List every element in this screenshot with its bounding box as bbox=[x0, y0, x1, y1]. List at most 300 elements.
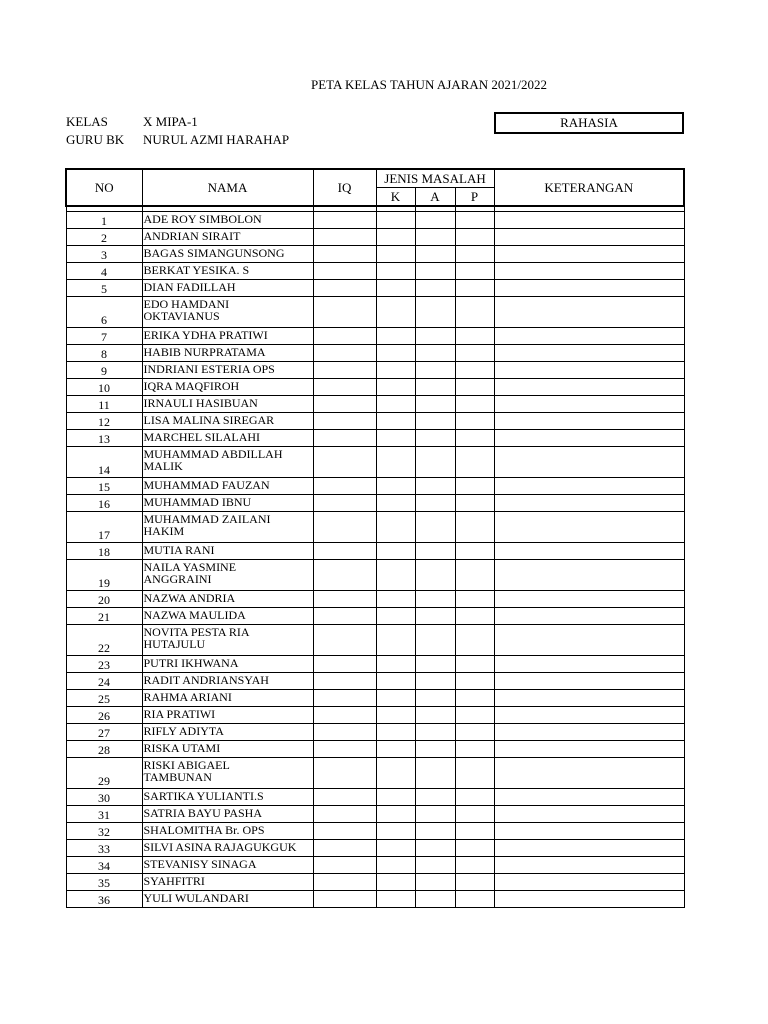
table-row bbox=[66, 891, 684, 908]
table-row bbox=[66, 495, 684, 512]
row-number: 35 bbox=[66, 874, 142, 891]
a-cell bbox=[415, 328, 455, 345]
student-name: MUHAMMAD IBNU bbox=[142, 495, 313, 512]
k-cell bbox=[376, 591, 415, 608]
header-iq: IQ bbox=[313, 169, 376, 206]
header-nama: NAMA bbox=[142, 169, 313, 206]
p-cell bbox=[455, 625, 494, 656]
row-number: 2 bbox=[66, 229, 142, 246]
table-row bbox=[66, 297, 684, 328]
table-row bbox=[66, 724, 684, 741]
table-row bbox=[66, 543, 684, 560]
p-cell bbox=[455, 874, 494, 891]
p-cell bbox=[455, 478, 494, 495]
a-cell bbox=[415, 345, 455, 362]
student-name: ANDRIAN SIRAIT bbox=[142, 229, 313, 246]
p-cell bbox=[455, 857, 494, 874]
keterangan-cell bbox=[494, 246, 684, 263]
student-name: NAILA YASMINE ANGGRAINI bbox=[142, 560, 313, 591]
a-cell bbox=[415, 608, 455, 625]
student-name: MUHAMMAD ZAILANI HAKIM bbox=[142, 512, 313, 543]
table-row bbox=[66, 328, 684, 345]
iq-cell bbox=[313, 625, 376, 656]
table-row bbox=[66, 758, 684, 789]
a-cell bbox=[415, 656, 455, 673]
p-cell bbox=[455, 806, 494, 823]
row-number: 1 bbox=[66, 212, 142, 229]
a-cell bbox=[415, 741, 455, 758]
header-jenis-masalah: JENIS MASALAH bbox=[376, 169, 494, 188]
student-name: RADIT ANDRIANSYAH bbox=[142, 673, 313, 690]
row-number: 13 bbox=[66, 430, 142, 447]
p-cell bbox=[455, 413, 494, 430]
k-cell bbox=[376, 690, 415, 707]
k-cell bbox=[376, 297, 415, 328]
p-cell bbox=[455, 280, 494, 297]
k-cell bbox=[376, 229, 415, 246]
p-cell bbox=[455, 512, 494, 543]
row-number: 19 bbox=[66, 560, 142, 591]
a-cell bbox=[415, 362, 455, 379]
k-cell bbox=[376, 656, 415, 673]
p-cell bbox=[455, 229, 494, 246]
table-row bbox=[66, 430, 684, 447]
p-cell bbox=[455, 447, 494, 478]
iq-cell bbox=[313, 328, 376, 345]
iq-cell bbox=[313, 608, 376, 625]
k-cell bbox=[376, 543, 415, 560]
keterangan-cell bbox=[494, 741, 684, 758]
student-name: HABIB NURPRATAMA bbox=[142, 345, 313, 362]
a-cell bbox=[415, 396, 455, 413]
keterangan-cell bbox=[494, 362, 684, 379]
p-cell bbox=[455, 396, 494, 413]
p-cell bbox=[455, 656, 494, 673]
k-cell bbox=[376, 328, 415, 345]
k-cell bbox=[376, 758, 415, 789]
table-row bbox=[66, 625, 684, 656]
iq-cell bbox=[313, 246, 376, 263]
table-row bbox=[66, 246, 684, 263]
keterangan-cell bbox=[494, 625, 684, 656]
student-name: DIAN FADILLAH bbox=[142, 280, 313, 297]
k-cell bbox=[376, 396, 415, 413]
a-cell bbox=[415, 297, 455, 328]
table-row bbox=[66, 478, 684, 495]
a-cell bbox=[415, 724, 455, 741]
student-rows bbox=[66, 206, 684, 908]
k-cell bbox=[376, 789, 415, 806]
a-cell bbox=[415, 229, 455, 246]
student-name: YULI WULANDARI bbox=[142, 891, 313, 908]
p-cell bbox=[455, 328, 494, 345]
iq-cell bbox=[313, 707, 376, 724]
row-number: 17 bbox=[66, 512, 142, 543]
a-cell bbox=[415, 625, 455, 656]
k-cell bbox=[376, 430, 415, 447]
table-row bbox=[66, 608, 684, 625]
p-cell bbox=[455, 362, 494, 379]
keterangan-cell bbox=[494, 280, 684, 297]
k-cell bbox=[376, 413, 415, 430]
iq-cell bbox=[313, 543, 376, 560]
iq-cell bbox=[313, 478, 376, 495]
p-cell bbox=[455, 608, 494, 625]
row-number: 5 bbox=[66, 280, 142, 297]
table-row bbox=[66, 362, 684, 379]
student-name: MUTIA RANI bbox=[142, 543, 313, 560]
a-cell bbox=[415, 840, 455, 857]
keterangan-cell bbox=[494, 673, 684, 690]
a-cell bbox=[415, 246, 455, 263]
student-name: RIFLY ADIYTA bbox=[142, 724, 313, 741]
table-row bbox=[66, 229, 684, 246]
keterangan-cell bbox=[494, 478, 684, 495]
student-name: RIA PRATIWI bbox=[142, 707, 313, 724]
iq-cell bbox=[313, 656, 376, 673]
student-name: STEVANISY SINAGA bbox=[142, 857, 313, 874]
iq-cell bbox=[313, 840, 376, 857]
page-title: PETA KELAS TAHUN AJARAN 2021/2022 bbox=[310, 77, 548, 92]
table-row bbox=[66, 874, 684, 891]
student-table bbox=[65, 168, 685, 908]
row-number: 31 bbox=[66, 806, 142, 823]
k-cell bbox=[376, 724, 415, 741]
row-number: 10 bbox=[66, 379, 142, 396]
keterangan-cell bbox=[494, 707, 684, 724]
a-cell bbox=[415, 430, 455, 447]
iq-cell bbox=[313, 758, 376, 789]
p-cell bbox=[455, 690, 494, 707]
table-row bbox=[66, 707, 684, 724]
k-cell bbox=[376, 246, 415, 263]
row-number: 9 bbox=[66, 362, 142, 379]
student-name: ADE ROY SIMBOLON bbox=[142, 212, 313, 229]
keterangan-cell bbox=[494, 396, 684, 413]
row-number: 23 bbox=[66, 656, 142, 673]
keterangan-cell bbox=[494, 891, 684, 908]
a-cell bbox=[415, 478, 455, 495]
table-row bbox=[66, 840, 684, 857]
keterangan-cell bbox=[494, 656, 684, 673]
student-name: RISKI ABIGAEL TAMBUNAN bbox=[142, 758, 313, 789]
iq-cell bbox=[313, 673, 376, 690]
a-cell bbox=[415, 707, 455, 724]
k-cell bbox=[376, 212, 415, 229]
row-number: 20 bbox=[66, 591, 142, 608]
p-cell bbox=[455, 741, 494, 758]
iq-cell bbox=[313, 512, 376, 543]
keterangan-cell bbox=[494, 806, 684, 823]
k-cell bbox=[376, 823, 415, 840]
student-name: NAZWA ANDRIA bbox=[142, 591, 313, 608]
guru-bk-label: GURU BK bbox=[66, 132, 125, 147]
table-row bbox=[66, 789, 684, 806]
student-name: PUTRI IKHWANA bbox=[142, 656, 313, 673]
keterangan-cell bbox=[494, 345, 684, 362]
table-row bbox=[66, 690, 684, 707]
a-cell bbox=[415, 212, 455, 229]
table-row bbox=[66, 560, 684, 591]
row-number: 30 bbox=[66, 789, 142, 806]
a-cell bbox=[415, 690, 455, 707]
iq-cell bbox=[313, 789, 376, 806]
p-cell bbox=[455, 707, 494, 724]
p-cell bbox=[455, 246, 494, 263]
k-cell bbox=[376, 263, 415, 280]
k-cell bbox=[376, 625, 415, 656]
keterangan-cell bbox=[494, 328, 684, 345]
iq-cell bbox=[313, 891, 376, 908]
iq-cell bbox=[313, 297, 376, 328]
p-cell bbox=[455, 724, 494, 741]
student-name: SYAHFITRI bbox=[142, 874, 313, 891]
table-row bbox=[66, 447, 684, 478]
keterangan-cell bbox=[494, 608, 684, 625]
p-cell bbox=[455, 495, 494, 512]
a-cell bbox=[415, 789, 455, 806]
p-cell bbox=[455, 673, 494, 690]
header-k: K bbox=[376, 188, 415, 207]
k-cell bbox=[376, 560, 415, 591]
iq-cell bbox=[313, 362, 376, 379]
k-cell bbox=[376, 379, 415, 396]
iq-cell bbox=[313, 560, 376, 591]
student-name: LISA MALINA SIREGAR bbox=[142, 413, 313, 430]
table-row bbox=[66, 806, 684, 823]
iq-cell bbox=[313, 806, 376, 823]
keterangan-cell bbox=[494, 495, 684, 512]
k-cell bbox=[376, 362, 415, 379]
keterangan-cell bbox=[494, 840, 684, 857]
table-row bbox=[66, 396, 684, 413]
row-number: 32 bbox=[66, 823, 142, 840]
iq-cell bbox=[313, 280, 376, 297]
header-no: NO bbox=[66, 169, 142, 206]
keterangan-cell bbox=[494, 212, 684, 229]
keterangan-cell bbox=[494, 591, 684, 608]
row-number: 34 bbox=[66, 857, 142, 874]
student-name: MUHAMMAD FAUZAN bbox=[142, 478, 313, 495]
student-name: SATRIA BAYU PASHA bbox=[142, 806, 313, 823]
iq-cell bbox=[313, 741, 376, 758]
iq-cell bbox=[313, 345, 376, 362]
row-number: 36 bbox=[66, 891, 142, 908]
row-number: 11 bbox=[66, 396, 142, 413]
keterangan-cell bbox=[494, 724, 684, 741]
keterangan-cell bbox=[494, 430, 684, 447]
rahasia-badge: RAHASIA bbox=[494, 112, 684, 134]
k-cell bbox=[376, 280, 415, 297]
row-number: 29 bbox=[66, 758, 142, 789]
a-cell bbox=[415, 447, 455, 478]
iq-cell bbox=[313, 724, 376, 741]
iq-cell bbox=[313, 495, 376, 512]
table-row bbox=[66, 263, 684, 280]
k-cell bbox=[376, 707, 415, 724]
header-a: A bbox=[415, 188, 455, 207]
a-cell bbox=[415, 280, 455, 297]
table-row bbox=[66, 413, 684, 430]
table-row bbox=[66, 212, 684, 229]
table-row bbox=[66, 591, 684, 608]
row-number: 7 bbox=[66, 328, 142, 345]
a-cell bbox=[415, 857, 455, 874]
iq-cell bbox=[313, 430, 376, 447]
table-row bbox=[66, 512, 684, 543]
iq-cell bbox=[313, 823, 376, 840]
a-cell bbox=[415, 379, 455, 396]
row-number: 16 bbox=[66, 495, 142, 512]
p-cell bbox=[455, 430, 494, 447]
a-cell bbox=[415, 543, 455, 560]
table-row bbox=[66, 280, 684, 297]
p-cell bbox=[455, 758, 494, 789]
p-cell bbox=[455, 263, 494, 280]
k-cell bbox=[376, 478, 415, 495]
p-cell bbox=[455, 543, 494, 560]
row-number: 21 bbox=[66, 608, 142, 625]
student-name: RISKA UTAMI bbox=[142, 741, 313, 758]
keterangan-cell bbox=[494, 543, 684, 560]
table-row bbox=[66, 656, 684, 673]
row-number: 27 bbox=[66, 724, 142, 741]
a-cell bbox=[415, 806, 455, 823]
iq-cell bbox=[313, 447, 376, 478]
row-number: 4 bbox=[66, 263, 142, 280]
student-name: NAZWA MAULIDA bbox=[142, 608, 313, 625]
keterangan-cell bbox=[494, 413, 684, 430]
k-cell bbox=[376, 874, 415, 891]
keterangan-cell bbox=[494, 857, 684, 874]
k-cell bbox=[376, 608, 415, 625]
iq-cell bbox=[313, 229, 376, 246]
student-name: MUHAMMAD ABDILLAH MALIK bbox=[142, 447, 313, 478]
a-cell bbox=[415, 495, 455, 512]
keterangan-cell bbox=[494, 447, 684, 478]
a-cell bbox=[415, 413, 455, 430]
a-cell bbox=[415, 758, 455, 789]
table-row bbox=[66, 823, 684, 840]
p-cell bbox=[455, 297, 494, 328]
iq-cell bbox=[313, 413, 376, 430]
student-name: SILVI ASINA RAJAGUKGUK bbox=[142, 840, 313, 857]
keterangan-cell bbox=[494, 512, 684, 543]
k-cell bbox=[376, 345, 415, 362]
row-number: 18 bbox=[66, 543, 142, 560]
kelas-value: X MIPA-1 bbox=[143, 114, 198, 129]
k-cell bbox=[376, 495, 415, 512]
a-cell bbox=[415, 823, 455, 840]
student-name: ERIKA YDHA PRATIWI bbox=[142, 328, 313, 345]
p-cell bbox=[455, 591, 494, 608]
kelas-label: KELAS bbox=[66, 114, 108, 129]
table-row bbox=[66, 741, 684, 758]
student-name: BAGAS SIMANGUNSONG bbox=[142, 246, 313, 263]
keterangan-cell bbox=[494, 758, 684, 789]
table-row bbox=[66, 857, 684, 874]
table-row bbox=[66, 345, 684, 362]
student-name: SARTIKA YULIANTI.S bbox=[142, 789, 313, 806]
row-number: 28 bbox=[66, 741, 142, 758]
student-name: SHALOMITHA Br. OPS bbox=[142, 823, 313, 840]
k-cell bbox=[376, 447, 415, 478]
row-number: 6 bbox=[66, 297, 142, 328]
row-number: 3 bbox=[66, 246, 142, 263]
row-number: 8 bbox=[66, 345, 142, 362]
student-name: INDRIANI ESTERIA OPS bbox=[142, 362, 313, 379]
row-number: 33 bbox=[66, 840, 142, 857]
row-number: 25 bbox=[66, 690, 142, 707]
p-cell bbox=[455, 891, 494, 908]
keterangan-cell bbox=[494, 789, 684, 806]
row-number: 22 bbox=[66, 625, 142, 656]
a-cell bbox=[415, 891, 455, 908]
p-cell bbox=[455, 379, 494, 396]
row-number: 15 bbox=[66, 478, 142, 495]
k-cell bbox=[376, 741, 415, 758]
p-cell bbox=[455, 212, 494, 229]
k-cell bbox=[376, 512, 415, 543]
a-cell bbox=[415, 673, 455, 690]
k-cell bbox=[376, 673, 415, 690]
p-cell bbox=[455, 560, 494, 591]
k-cell bbox=[376, 840, 415, 857]
k-cell bbox=[376, 857, 415, 874]
keterangan-cell bbox=[494, 229, 684, 246]
student-name: IRNAULI HASIBUAN bbox=[142, 396, 313, 413]
iq-cell bbox=[313, 857, 376, 874]
a-cell bbox=[415, 874, 455, 891]
keterangan-cell bbox=[494, 297, 684, 328]
student-name: MARCHEL SILALAHI bbox=[142, 430, 313, 447]
student-name: NOVITA PESTA RIA HUTAJULU bbox=[142, 625, 313, 656]
iq-cell bbox=[313, 379, 376, 396]
keterangan-cell bbox=[494, 263, 684, 280]
header-p: P bbox=[455, 188, 494, 207]
header-keterangan: KETERANGAN bbox=[494, 169, 684, 206]
keterangan-cell bbox=[494, 379, 684, 396]
table-row bbox=[66, 673, 684, 690]
iq-cell bbox=[313, 690, 376, 707]
iq-cell bbox=[313, 874, 376, 891]
keterangan-cell bbox=[494, 690, 684, 707]
iq-cell bbox=[313, 396, 376, 413]
student-name: RAHMA ARIANI bbox=[142, 690, 313, 707]
guru-bk-value: NURUL AZMI HARAHAP bbox=[143, 132, 290, 147]
k-cell bbox=[376, 806, 415, 823]
a-cell bbox=[415, 512, 455, 543]
iq-cell bbox=[313, 591, 376, 608]
keterangan-cell bbox=[494, 560, 684, 591]
iq-cell bbox=[313, 263, 376, 280]
keterangan-cell bbox=[494, 823, 684, 840]
row-number: 12 bbox=[66, 413, 142, 430]
student-name: BERKAT YESIKA. S bbox=[142, 263, 313, 280]
p-cell bbox=[455, 840, 494, 857]
a-cell bbox=[415, 591, 455, 608]
a-cell bbox=[415, 560, 455, 591]
p-cell bbox=[455, 345, 494, 362]
keterangan-cell bbox=[494, 874, 684, 891]
table-row bbox=[66, 379, 684, 396]
student-name: IQRA MAQFIROH bbox=[142, 379, 313, 396]
k-cell bbox=[376, 891, 415, 908]
row-number: 26 bbox=[66, 707, 142, 724]
p-cell bbox=[455, 789, 494, 806]
student-name: EDO HAMDANI OKTAVIANUS bbox=[142, 297, 313, 328]
row-number: 24 bbox=[66, 673, 142, 690]
